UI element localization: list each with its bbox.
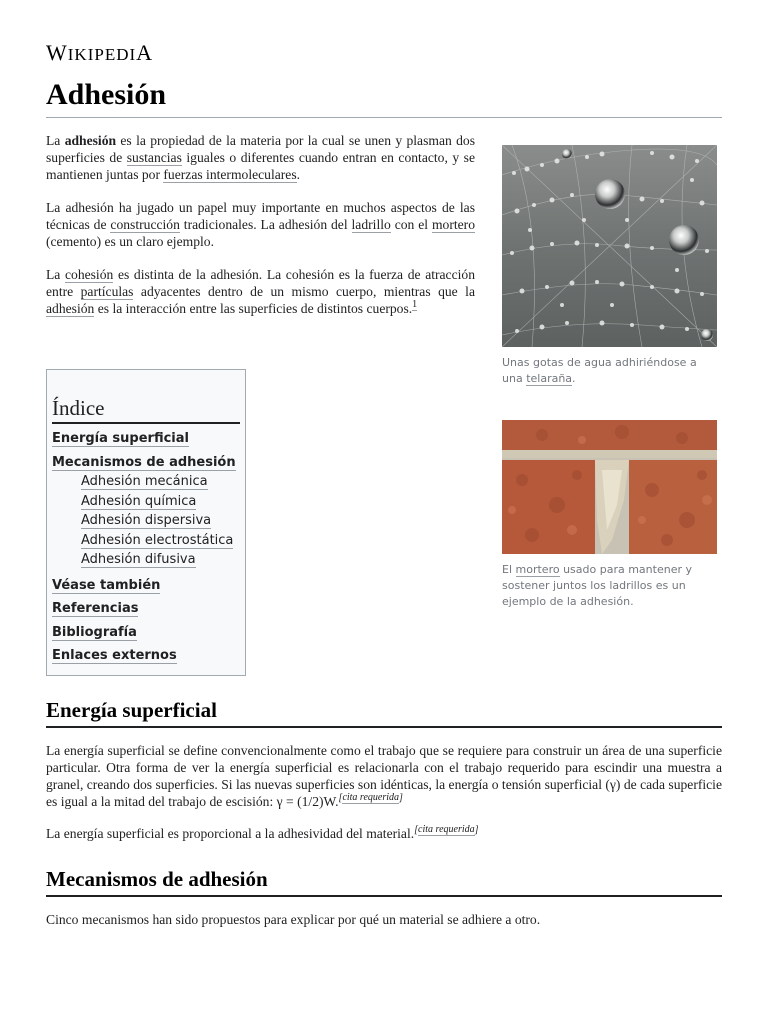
wordmark-first-letter: W bbox=[46, 40, 68, 65]
wordmark-middle: IKIPEDI bbox=[67, 45, 137, 64]
title-divider bbox=[46, 117, 722, 118]
toc-item-bibliografia[interactable]: Bibliografía bbox=[52, 624, 137, 640]
toc-item-referencias[interactable]: Referencias bbox=[52, 601, 139, 616]
link-mortero[interactable]: mortero bbox=[431, 217, 475, 232]
figure-brick-mortar bbox=[502, 420, 718, 610]
toc-item-adhesion-mecanica[interactable]: Adhesión mecánica bbox=[81, 474, 208, 489]
toc-item-energia-superficial[interactable]: Energía superficial bbox=[52, 431, 189, 446]
citation-needed[interactable]: [cita requerida] bbox=[414, 824, 479, 836]
link-adhesion[interactable]: adhesión bbox=[46, 301, 95, 316]
link-cohesion[interactable]: cohesión bbox=[64, 267, 114, 282]
section2-paragraph-1: Cinco mecanismos han sido propuestos para explicar por qué un material se adhiere a otro. bbox=[46, 912, 541, 927]
toc-item-mecanismos[interactable]: Mecanismos de adhesión bbox=[52, 454, 236, 470]
toc-item-vease-tambien[interactable]: Véase también bbox=[52, 577, 161, 593]
wordmark-last-letter: A bbox=[136, 40, 154, 65]
toc-item-adhesion-electrostatica[interactable]: Adhesión electrostática bbox=[81, 532, 234, 548]
section-mecanismos-text bbox=[46, 911, 722, 943]
section-energia-superficial-text bbox=[46, 742, 722, 857]
page-title: Adhesión bbox=[46, 78, 167, 111]
link-construccion[interactable]: construcción bbox=[110, 217, 180, 232]
toc-list bbox=[52, 429, 240, 666]
toc-item-adhesion-difusiva[interactable]: Adhesión difusiva bbox=[81, 552, 196, 567]
section1-paragraph-1: La energía superficial se define convencionalmente como el trabajo que se requiere para construir un área de una superficie particular. Otra forma de ver la energía superficial es relacionarla con el trabajo requerido para escindir una muestra a granel, creando dos superficies. Si las nuevas superficies son idénticas, la energía o tensión superficial (γ) de cada superficie es igual a la mitad del trabajo de escisión: γ = (1/2)W.[cita requerida] bbox=[46, 743, 722, 809]
link-sustancias[interactable]: sustancias bbox=[126, 150, 182, 165]
table-of-contents bbox=[46, 369, 246, 676]
link-particulas[interactable]: partículas bbox=[80, 284, 134, 299]
link-mortero-caption[interactable]: mortero bbox=[515, 563, 560, 576]
figure-spiderweb bbox=[502, 145, 718, 387]
toc-item-adhesion-quimica[interactable]: Adhesión química bbox=[81, 493, 197, 509]
figure-caption: Unas gotas de agua adhiriéndose a una telaraña. bbox=[502, 356, 697, 385]
intro-paragraph-3: La cohesión es distinta de la adhesión. La cohesión es la fuerza de atracción entre partículas adyacentes dentro de un mismo cuerpo, mientras que la adhesión es la interacción entre las superficies de distintos cuerpos.$^1$ bbox=[46, 267, 475, 316]
bold-term: adhesión bbox=[64, 133, 117, 148]
toc-title: Índice bbox=[52, 394, 240, 424]
link-fuerzas-intermoleculares[interactable]: fuerzas intermoleculares bbox=[163, 167, 297, 182]
intro-text bbox=[46, 132, 475, 333]
figure-caption: El mortero usado para mantener y sostener juntos los ladrillos es un ejemplo de la adhesión. bbox=[502, 563, 692, 608]
link-telarana[interactable]: telaraña bbox=[526, 372, 573, 385]
reference-1[interactable]: 1 bbox=[412, 299, 418, 311]
section-heading-mecanismos: Mecanismos de adhesión bbox=[46, 866, 722, 897]
link-ladrillo[interactable]: ladrillo bbox=[351, 217, 391, 232]
citation-needed[interactable]: [cita requerida] bbox=[338, 792, 403, 804]
toc-item-adhesion-dispersiva[interactable]: Adhesión dispersiva bbox=[81, 513, 212, 528]
brick-mortar-image[interactable] bbox=[502, 420, 717, 554]
section-heading-energia-superficial: Energía superficial bbox=[46, 697, 722, 728]
spiderweb-droplets-image[interactable] bbox=[502, 145, 717, 347]
intro-paragraph-2: La adhesión ha jugado un papel muy importante en muchos aspectos de las técnicas de construcción tradicionales. La adhesión del ladrillo con el mortero (cemento) es un claro ejemplo. bbox=[46, 200, 475, 249]
toc-item-enlaces-externos[interactable]: Enlaces externos bbox=[52, 648, 177, 663]
section1-paragraph-2: La energía superficial es proporcional a la adhesividad del material.[cita requerida] bbox=[46, 824, 479, 841]
intro-paragraph-1: La adhesión es la propiedad de la materia por la cual se unen y plasman dos superficies de sustancias iguales o diferentes cuando entran en contacto, y se mantienen juntas por fuerzas intermoleculares. bbox=[46, 133, 476, 182]
wikipedia-wordmark[interactable] bbox=[46, 40, 153, 66]
